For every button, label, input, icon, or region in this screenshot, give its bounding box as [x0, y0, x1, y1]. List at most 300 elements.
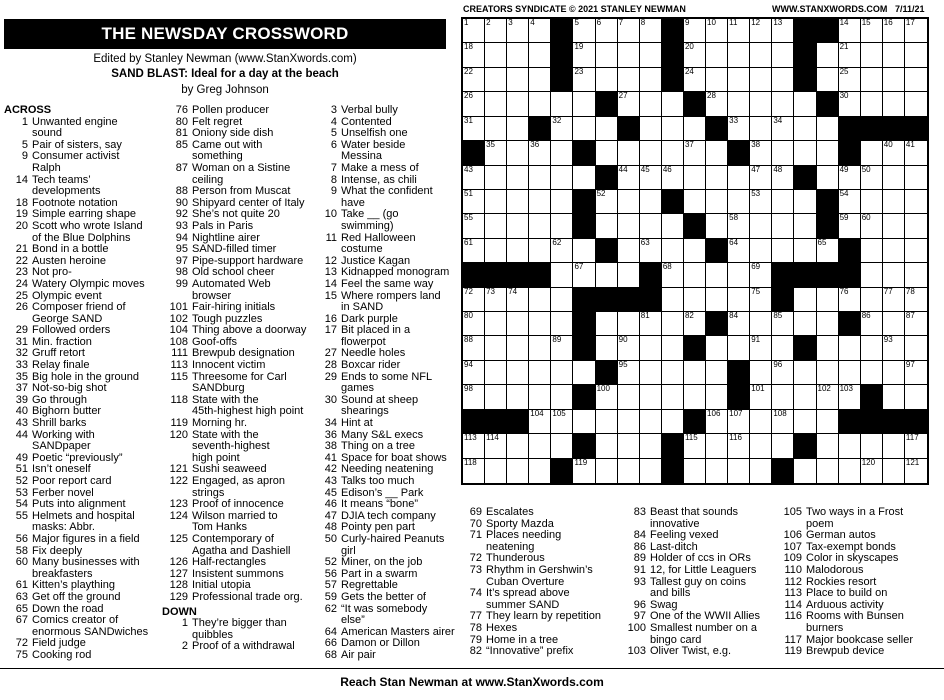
grid-cell[interactable]	[684, 117, 706, 141]
grid-cell[interactable]	[728, 68, 750, 92]
grid-cell[interactable]	[485, 214, 507, 238]
grid-cell[interactable]	[728, 117, 750, 141]
grid-cell[interactable]	[529, 43, 551, 67]
crossword-grid[interactable]	[461, 17, 929, 485]
grid-cell[interactable]	[706, 19, 728, 43]
grid-cell[interactable]	[507, 312, 529, 336]
grid-cell[interactable]	[728, 19, 750, 43]
grid-cell[interactable]	[573, 263, 595, 287]
grid-cell[interactable]	[883, 43, 905, 67]
grid-cell[interactable]	[485, 288, 507, 312]
grid-cell[interactable]	[463, 385, 485, 409]
grid-cell[interactable]	[485, 361, 507, 385]
grid-cell[interactable]	[573, 68, 595, 92]
grid-cell[interactable]	[507, 459, 529, 483]
grid-cell[interactable]	[529, 19, 551, 43]
grid-cell[interactable]	[551, 410, 573, 434]
grid-cell[interactable]	[618, 141, 640, 165]
grid-cell[interactable]	[839, 43, 861, 67]
grid-cell[interactable]	[596, 190, 618, 214]
grid-cell[interactable]	[507, 385, 529, 409]
grid-cell[interactable]	[706, 43, 728, 67]
grid-cell[interactable]	[485, 312, 507, 336]
grid-cell[interactable]	[839, 385, 861, 409]
grid-cell[interactable]	[485, 43, 507, 67]
grid-cell[interactable]	[529, 239, 551, 263]
grid-cell[interactable]	[750, 410, 772, 434]
grid-cell[interactable]	[883, 336, 905, 360]
grid-cell[interactable]	[861, 288, 883, 312]
grid-cell[interactable]	[640, 117, 662, 141]
grid-cell[interactable]	[485, 459, 507, 483]
grid-cell[interactable]	[861, 68, 883, 92]
grid-cell[interactable]	[529, 459, 551, 483]
grid-cell[interactable]	[529, 166, 551, 190]
grid-cell[interactable]	[839, 68, 861, 92]
grid-cell[interactable]	[905, 361, 927, 385]
grid-cell[interactable]	[485, 68, 507, 92]
grid-cell[interactable]	[529, 336, 551, 360]
grid-cell[interactable]	[883, 288, 905, 312]
grid-cell[interactable]	[507, 68, 529, 92]
grid-cell[interactable]	[463, 459, 485, 483]
grid-cell[interactable]	[794, 312, 816, 336]
grid-cell[interactable]	[662, 117, 684, 141]
grid-cell[interactable]	[640, 166, 662, 190]
grid-cell[interactable]	[684, 263, 706, 287]
grid-cell[interactable]	[618, 92, 640, 116]
grid-cell[interactable]	[485, 166, 507, 190]
grid-cell[interactable]	[728, 312, 750, 336]
grid-cell[interactable]	[640, 141, 662, 165]
grid-cell[interactable]	[573, 361, 595, 385]
grid-cell[interactable]	[817, 385, 839, 409]
grid-cell[interactable]	[861, 214, 883, 238]
grid-cell[interactable]	[618, 166, 640, 190]
grid-cell[interactable]	[551, 214, 573, 238]
grid-cell[interactable]	[618, 410, 640, 434]
grid-cell[interactable]	[861, 336, 883, 360]
grid-cell[interactable]	[905, 214, 927, 238]
grid-cell[interactable]	[618, 190, 640, 214]
grid-cell[interactable]	[883, 385, 905, 409]
grid-cell[interactable]	[573, 43, 595, 67]
grid-cell[interactable]	[463, 288, 485, 312]
grid-cell[interactable]	[573, 19, 595, 43]
grid-cell[interactable]	[706, 385, 728, 409]
grid-cell[interactable]	[861, 361, 883, 385]
grid-cell[interactable]	[684, 385, 706, 409]
grid-cell[interactable]	[684, 361, 706, 385]
grid-cell[interactable]	[772, 92, 794, 116]
grid-cell[interactable]	[640, 19, 662, 43]
grid-cell[interactable]	[618, 361, 640, 385]
grid-cell[interactable]	[905, 43, 927, 67]
grid-cell[interactable]	[728, 459, 750, 483]
grid-cell[interactable]	[485, 336, 507, 360]
grid-cell[interactable]	[596, 312, 618, 336]
grid-cell[interactable]	[596, 19, 618, 43]
grid-cell[interactable]	[883, 214, 905, 238]
grid-cell[interactable]	[750, 385, 772, 409]
grid-cell[interactable]	[463, 190, 485, 214]
grid-cell[interactable]	[640, 459, 662, 483]
grid-cell[interactable]	[551, 117, 573, 141]
grid-cell[interactable]	[551, 385, 573, 409]
grid-cell[interactable]	[861, 263, 883, 287]
grid-cell[interactable]	[596, 68, 618, 92]
grid-cell[interactable]	[839, 92, 861, 116]
grid-cell[interactable]	[485, 190, 507, 214]
grid-cell[interactable]	[573, 459, 595, 483]
grid-cell[interactable]	[750, 312, 772, 336]
grid-cell[interactable]	[485, 385, 507, 409]
grid-cell[interactable]	[706, 190, 728, 214]
grid-cell[interactable]	[529, 434, 551, 458]
grid-cell[interactable]	[640, 361, 662, 385]
grid-cell[interactable]	[839, 214, 861, 238]
grid-cell[interactable]	[794, 410, 816, 434]
grid-cell[interactable]	[750, 68, 772, 92]
grid-cell[interactable]	[596, 141, 618, 165]
grid-cell[interactable]	[772, 361, 794, 385]
grid-cell[interactable]	[551, 239, 573, 263]
grid-cell[interactable]	[684, 68, 706, 92]
grid-cell[interactable]	[573, 410, 595, 434]
grid-cell[interactable]	[640, 190, 662, 214]
grid-cell[interactable]	[817, 166, 839, 190]
grid-cell[interactable]	[839, 459, 861, 483]
grid-cell[interactable]	[529, 214, 551, 238]
grid-cell[interactable]	[618, 214, 640, 238]
grid-cell[interactable]	[817, 43, 839, 67]
grid-cell[interactable]	[772, 312, 794, 336]
grid-cell[interactable]	[640, 434, 662, 458]
grid-cell[interactable]	[618, 385, 640, 409]
grid-cell[interactable]	[551, 361, 573, 385]
grid-cell[interactable]	[662, 410, 684, 434]
grid-cell[interactable]	[618, 43, 640, 67]
grid-cell[interactable]	[905, 166, 927, 190]
grid-cell[interactable]	[905, 239, 927, 263]
grid-cell[interactable]	[750, 166, 772, 190]
grid-cell[interactable]	[463, 214, 485, 238]
grid-cell[interactable]	[817, 141, 839, 165]
grid-cell[interactable]	[706, 434, 728, 458]
grid-cell[interactable]	[596, 434, 618, 458]
grid-cell[interactable]	[794, 117, 816, 141]
grid-cell[interactable]	[662, 214, 684, 238]
grid-cell[interactable]	[728, 166, 750, 190]
grid-cell[interactable]	[573, 117, 595, 141]
grid-cell[interactable]	[728, 263, 750, 287]
grid-cell[interactable]	[529, 190, 551, 214]
grid-cell[interactable]	[861, 166, 883, 190]
grid-cell[interactable]	[772, 43, 794, 67]
grid-cell[interactable]	[507, 288, 529, 312]
grid-cell[interactable]	[772, 166, 794, 190]
grid-cell[interactable]	[861, 92, 883, 116]
grid-cell[interactable]	[529, 68, 551, 92]
grid-cell[interactable]	[728, 214, 750, 238]
grid-cell[interactable]	[706, 141, 728, 165]
grid-cell[interactable]	[640, 336, 662, 360]
grid-cell[interactable]	[861, 239, 883, 263]
grid-cell[interactable]	[794, 141, 816, 165]
grid-cell[interactable]	[728, 410, 750, 434]
grid-cell[interactable]	[750, 43, 772, 67]
grid-cell[interactable]	[750, 263, 772, 287]
grid-cell[interactable]	[817, 459, 839, 483]
grid-cell[interactable]	[507, 166, 529, 190]
grid-cell[interactable]	[861, 141, 883, 165]
grid-cell[interactable]	[529, 361, 551, 385]
grid-cell[interactable]	[794, 214, 816, 238]
grid-cell[interactable]	[662, 385, 684, 409]
grid-cell[interactable]	[794, 459, 816, 483]
grid-cell[interactable]	[861, 312, 883, 336]
grid-cell[interactable]	[750, 336, 772, 360]
grid-cell[interactable]	[883, 166, 905, 190]
grid-cell[interactable]	[839, 361, 861, 385]
grid-cell[interactable]	[662, 166, 684, 190]
grid-cell[interactable]	[905, 459, 927, 483]
grid-cell[interactable]	[794, 239, 816, 263]
grid-cell[interactable]	[772, 141, 794, 165]
grid-cell[interactable]	[684, 434, 706, 458]
grid-cell[interactable]	[728, 239, 750, 263]
grid-cell[interactable]	[485, 92, 507, 116]
grid-cell[interactable]	[750, 459, 772, 483]
grid-cell[interactable]	[794, 385, 816, 409]
grid-cell[interactable]	[750, 190, 772, 214]
grid-cell[interactable]	[618, 434, 640, 458]
grid-cell[interactable]	[618, 68, 640, 92]
grid-cell[interactable]	[551, 312, 573, 336]
grid-cell[interactable]	[529, 288, 551, 312]
grid-cell[interactable]	[883, 19, 905, 43]
grid-cell[interactable]	[750, 434, 772, 458]
grid-cell[interactable]	[684, 190, 706, 214]
grid-cell[interactable]	[551, 263, 573, 287]
grid-cell[interactable]	[463, 68, 485, 92]
grid-cell[interactable]	[596, 43, 618, 67]
grid-cell[interactable]	[728, 434, 750, 458]
grid-cell[interactable]	[596, 117, 618, 141]
grid-cell[interactable]	[706, 361, 728, 385]
grid-cell[interactable]	[728, 92, 750, 116]
grid-cell[interactable]	[507, 214, 529, 238]
grid-cell[interactable]	[684, 288, 706, 312]
grid-cell[interactable]	[507, 141, 529, 165]
grid-cell[interactable]	[905, 312, 927, 336]
grid-cell[interactable]	[772, 410, 794, 434]
grid-cell[interactable]	[551, 336, 573, 360]
grid-cell[interactable]	[507, 92, 529, 116]
grid-cell[interactable]	[706, 68, 728, 92]
grid-cell[interactable]	[883, 68, 905, 92]
grid-cell[interactable]	[640, 410, 662, 434]
grid-cell[interactable]	[905, 385, 927, 409]
grid-cell[interactable]	[750, 19, 772, 43]
grid-cell[interactable]	[905, 263, 927, 287]
grid-cell[interactable]	[750, 361, 772, 385]
grid-cell[interactable]	[573, 239, 595, 263]
grid-cell[interactable]	[772, 68, 794, 92]
grid-cell[interactable]	[706, 459, 728, 483]
grid-cell[interactable]	[485, 141, 507, 165]
grid-cell[interactable]	[618, 336, 640, 360]
grid-cell[interactable]	[662, 239, 684, 263]
grid-cell[interactable]	[507, 239, 529, 263]
grid-cell[interactable]	[905, 92, 927, 116]
grid-cell[interactable]	[640, 43, 662, 67]
grid-cell[interactable]	[640, 214, 662, 238]
grid-cell[interactable]	[662, 361, 684, 385]
grid-cell[interactable]	[463, 166, 485, 190]
grid-cell[interactable]	[883, 141, 905, 165]
grid-cell[interactable]	[618, 263, 640, 287]
grid-cell[interactable]	[507, 361, 529, 385]
grid-cell[interactable]	[794, 190, 816, 214]
grid-cell[interactable]	[883, 92, 905, 116]
grid-cell[interactable]	[463, 43, 485, 67]
grid-cell[interactable]	[640, 239, 662, 263]
grid-cell[interactable]	[596, 263, 618, 287]
grid-cell[interactable]	[794, 288, 816, 312]
grid-cell[interactable]	[573, 92, 595, 116]
grid-cell[interactable]	[662, 336, 684, 360]
grid-cell[interactable]	[706, 263, 728, 287]
grid-cell[interactable]	[817, 410, 839, 434]
grid-cell[interactable]	[463, 434, 485, 458]
grid-cell[interactable]	[883, 361, 905, 385]
grid-cell[interactable]	[662, 92, 684, 116]
grid-cell[interactable]	[529, 141, 551, 165]
grid-cell[interactable]	[507, 190, 529, 214]
grid-cell[interactable]	[507, 43, 529, 67]
grid-cell[interactable]	[507, 19, 529, 43]
grid-cell[interactable]	[817, 312, 839, 336]
grid-cell[interactable]	[706, 214, 728, 238]
grid-cell[interactable]	[507, 336, 529, 360]
grid-cell[interactable]	[618, 239, 640, 263]
grid-cell[interactable]	[883, 263, 905, 287]
grid-cell[interactable]	[463, 312, 485, 336]
grid-cell[interactable]	[817, 239, 839, 263]
grid-cell[interactable]	[463, 92, 485, 116]
grid-cell[interactable]	[750, 214, 772, 238]
grid-cell[interactable]	[706, 288, 728, 312]
grid-cell[interactable]	[706, 92, 728, 116]
grid-cell[interactable]	[551, 166, 573, 190]
grid-cell[interactable]	[861, 43, 883, 67]
grid-cell[interactable]	[662, 141, 684, 165]
grid-cell[interactable]	[772, 434, 794, 458]
grid-cell[interactable]	[684, 166, 706, 190]
grid-cell[interactable]	[662, 263, 684, 287]
grid-cell[interactable]	[817, 361, 839, 385]
grid-cell[interactable]	[618, 312, 640, 336]
grid-cell[interactable]	[750, 288, 772, 312]
grid-cell[interactable]	[728, 336, 750, 360]
grid-cell[interactable]	[861, 434, 883, 458]
grid-cell[interactable]	[772, 336, 794, 360]
grid-cell[interactable]	[839, 166, 861, 190]
grid-cell[interactable]	[839, 336, 861, 360]
grid-cell[interactable]	[463, 117, 485, 141]
grid-cell[interactable]	[905, 434, 927, 458]
grid-cell[interactable]	[883, 434, 905, 458]
grid-cell[interactable]	[551, 141, 573, 165]
grid-cell[interactable]	[817, 68, 839, 92]
grid-cell[interactable]	[861, 459, 883, 483]
grid-cell[interactable]	[706, 410, 728, 434]
grid-cell[interactable]	[817, 336, 839, 360]
grid-cell[interactable]	[640, 92, 662, 116]
grid-cell[interactable]	[750, 141, 772, 165]
grid-cell[interactable]	[640, 68, 662, 92]
grid-cell[interactable]	[485, 239, 507, 263]
grid-cell[interactable]	[794, 92, 816, 116]
grid-cell[interactable]	[750, 239, 772, 263]
grid-cell[interactable]	[485, 117, 507, 141]
grid-cell[interactable]	[684, 239, 706, 263]
grid-cell[interactable]	[839, 288, 861, 312]
grid-cell[interactable]	[905, 336, 927, 360]
grid-cell[interactable]	[662, 312, 684, 336]
grid-cell[interactable]	[551, 434, 573, 458]
grid-cell[interactable]	[883, 312, 905, 336]
grid-cell[interactable]	[463, 239, 485, 263]
grid-cell[interactable]	[551, 190, 573, 214]
grid-cell[interactable]	[551, 288, 573, 312]
grid-cell[interactable]	[596, 336, 618, 360]
grid-cell[interactable]	[861, 190, 883, 214]
grid-cell[interactable]	[529, 92, 551, 116]
grid-cell[interactable]	[817, 434, 839, 458]
grid-cell[interactable]	[728, 190, 750, 214]
grid-cell[interactable]	[772, 19, 794, 43]
grid-cell[interactable]	[573, 166, 595, 190]
grid-cell[interactable]	[839, 19, 861, 43]
grid-cell[interactable]	[772, 117, 794, 141]
grid-cell[interactable]	[640, 312, 662, 336]
grid-cell[interactable]	[640, 385, 662, 409]
grid-cell[interactable]	[463, 336, 485, 360]
grid-cell[interactable]	[684, 459, 706, 483]
grid-cell[interactable]	[772, 190, 794, 214]
grid-cell[interactable]	[596, 385, 618, 409]
grid-cell[interactable]	[684, 141, 706, 165]
grid-cell[interactable]	[905, 141, 927, 165]
grid-cell[interactable]	[794, 361, 816, 385]
grid-cell[interactable]	[507, 117, 529, 141]
grid-cell[interactable]	[662, 288, 684, 312]
grid-cell[interactable]	[529, 312, 551, 336]
grid-cell[interactable]	[529, 410, 551, 434]
grid-cell[interactable]	[463, 361, 485, 385]
grid-cell[interactable]	[750, 117, 772, 141]
grid-cell[interactable]	[817, 117, 839, 141]
grid-cell[interactable]	[817, 288, 839, 312]
grid-cell[interactable]	[905, 288, 927, 312]
grid-cell[interactable]	[728, 43, 750, 67]
grid-cell[interactable]	[750, 92, 772, 116]
grid-cell[interactable]	[684, 312, 706, 336]
grid-cell[interactable]	[772, 385, 794, 409]
grid-cell[interactable]	[596, 459, 618, 483]
